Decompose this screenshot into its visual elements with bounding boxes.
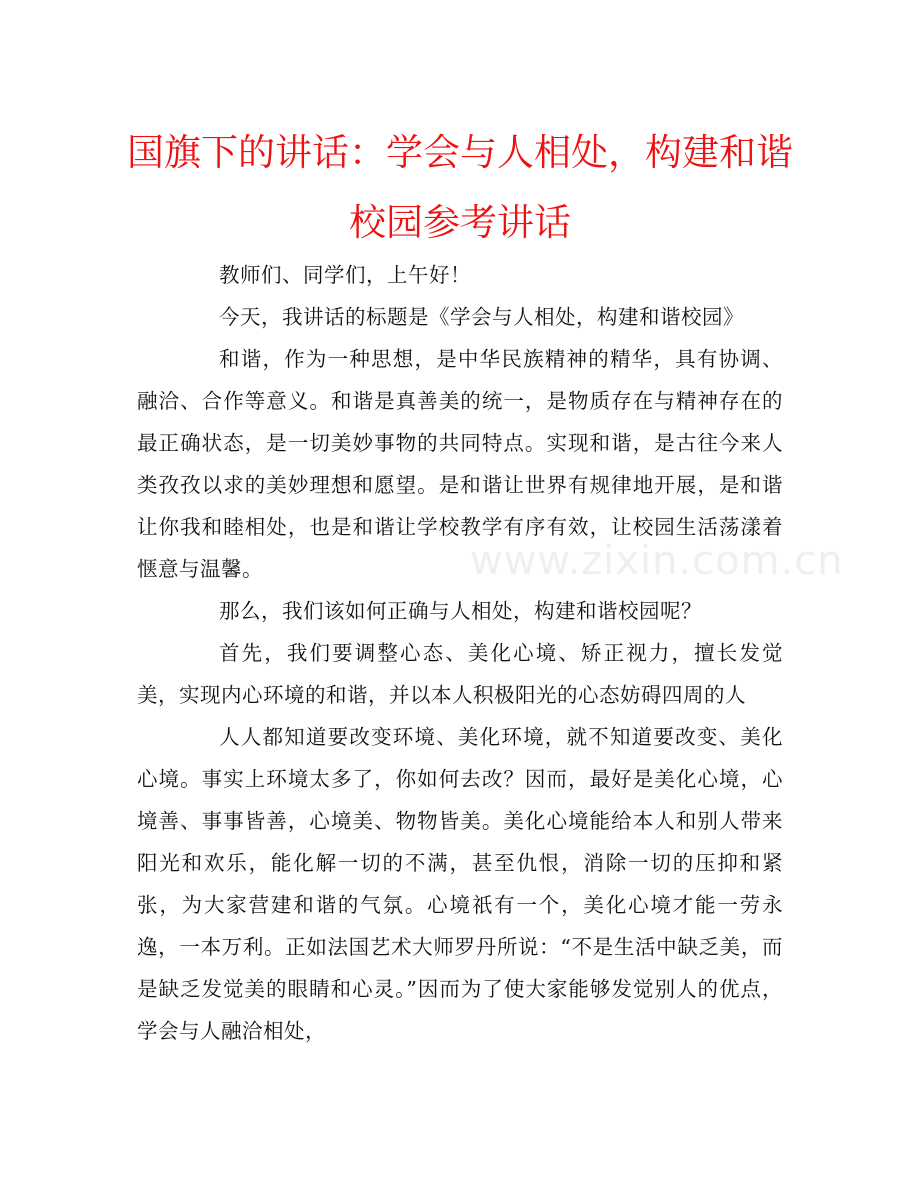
document-body: [137, 254, 783, 1052]
paragraph-mindset: 人人都知道要改变环境、美化环境，就不知道要改变、美化心境。事实上环境太多了，你如何去改？因而，最好是美化心境，心境善、事事皆善，心境美、物物皆美。美化心境能给本人和别人带来阳光和欢乐，能化解一切的不满，甚至仇恨，消除一切的压抑和紧张，为大家营建和谐的气氛。心境祇有一个，美化心境才能一劳永逸，一本万利。正如法国艺术大师罗丹所说：“不是生活中缺乏美，而是缺乏发觉美的眼睛和心灵。”因而为了使大家能够发觉别人的优点，学会与人融洽相处，: [137, 725, 783, 1043]
watermark: www.zixin.com.cn: [470, 538, 844, 584]
document-title: 国旗下的讲话：学会与人相处，构建和谐校园参考讲话: [127, 131, 793, 244]
paragraph-first-point: 首先，我们要调整心态、美化心境、矫正视力，擅长发觉美，实现内心环境的和谐，并以本人积极阳光的心态妨碍四周的人: [137, 641, 783, 707]
paragraph-topic: 今天，我讲话的标题是《学会与人相处，构建和谐校园》: [219, 305, 744, 329]
paragraph-question: 那么，我们该如何正确与人相处，构建和谐校园呢？: [219, 599, 702, 623]
paragraph-harmony: 和谐，作为一种思想，是中华民族精神的精华，具有协调、融洽、合作等意义。和谐是真善美的统一，是物质存在与精神存在的最正确状态，是一切美妙事物的共同特点。实现和谐，是古往今来人类孜孜以求的美妙理想和愿望。是和谐让世界有规律地开展，是和谐让你我和睦相处，也是和谐让学校教学有序有效，让校园生活荡漾着惬意与温馨。: [137, 347, 783, 581]
paragraph-greeting: 教师们、同学们，上午好！: [219, 263, 471, 287]
